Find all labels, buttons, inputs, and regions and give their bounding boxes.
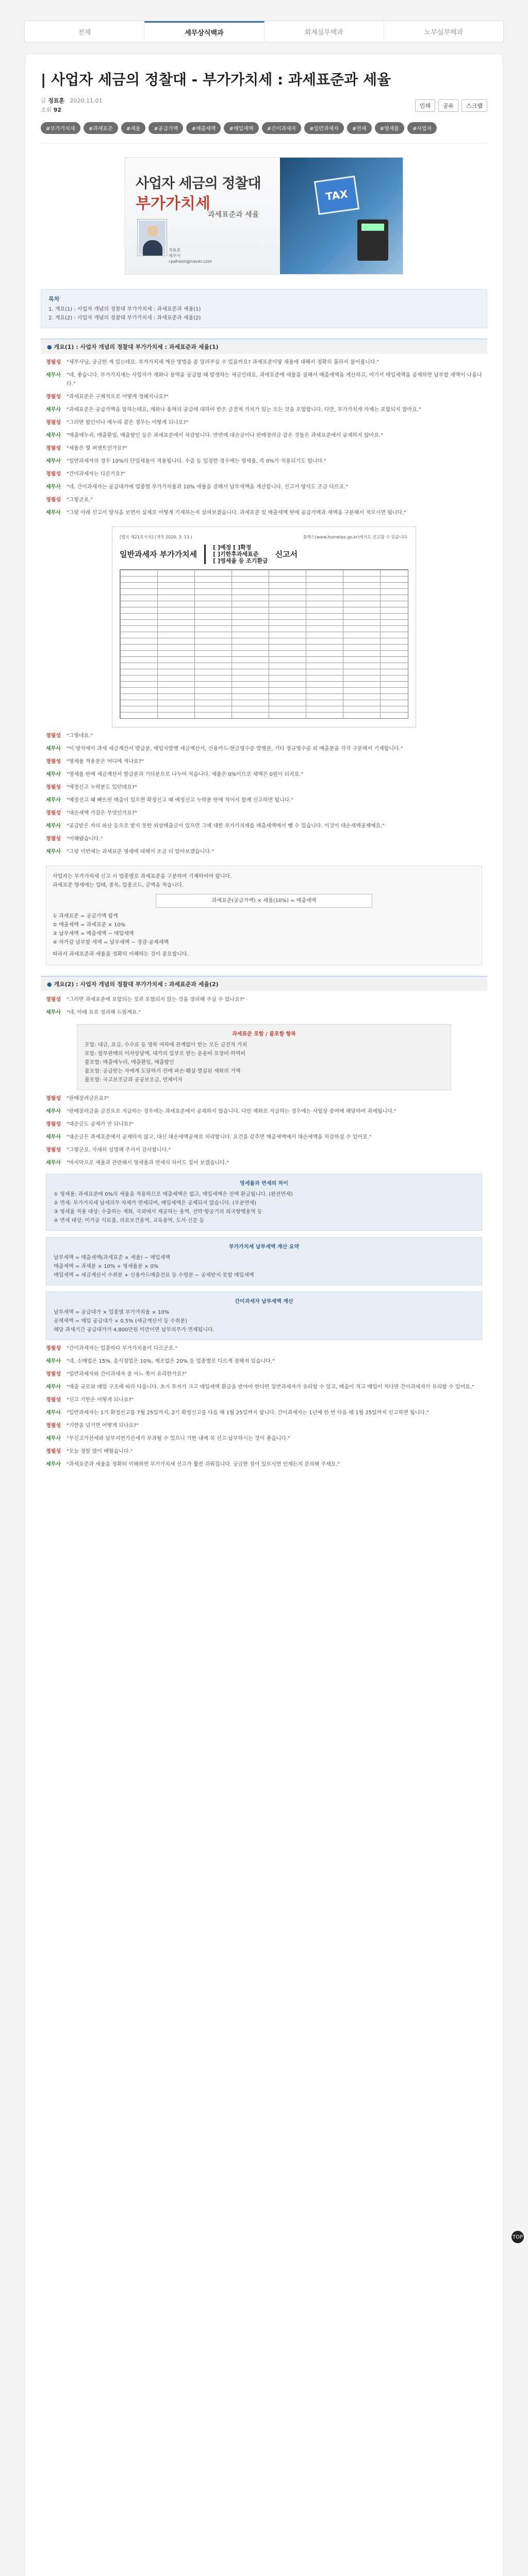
form-table bbox=[120, 569, 408, 719]
dialog-text: "네, 소매업은 15%, 음식점업은 10%, 제조업은 20% 등 업종별로 다르게 정해져 있습니다." bbox=[67, 1359, 275, 1364]
dialog-line bbox=[46, 1107, 482, 1116]
speaker-name: 세무사 bbox=[46, 746, 61, 752]
speaker-name: 세무사 bbox=[46, 1410, 61, 1416]
dialog-text: "그러면 과세표준에 포함되는 것과 포함되지 않는 것을 정리해 주실 수 있나요?" bbox=[67, 997, 245, 1003]
dialog-line bbox=[46, 809, 482, 818]
article-card bbox=[25, 54, 503, 2576]
speaker-name: 정필성 bbox=[46, 446, 61, 451]
dialog-line bbox=[46, 1396, 482, 1404]
speaker-name: 정필성 bbox=[46, 759, 61, 765]
dialog-text: "매출에누리, 매출환입, 매출할인 등은 과세표준에서 차감합니다. 반면에 대손금이나 판매장려금 같은 것들은 과세표준에서 공제하지 않아요." bbox=[67, 433, 383, 438]
speaker-name: 정필성 bbox=[46, 1397, 61, 1403]
dialog-text: "과세표준은 구체적으로 어떻게 정해지나요?" bbox=[67, 394, 169, 400]
dialog-line bbox=[46, 1008, 482, 1017]
dialog-text: "그럼 아래 신고서 양식을 보면서 실제로 어떻게 기재하는지 살펴보겠습니다. 과세표준 및 매출세액 란에 공급가액과 세액을 구분해서 적으시면 됩니다." bbox=[67, 510, 406, 516]
author-name: 정표훈 bbox=[48, 97, 65, 104]
hashtag[interactable]: #일반과세자 bbox=[304, 122, 344, 134]
speaker-name: 정필성 bbox=[46, 394, 61, 400]
dialog-text: "간이과세자는 다른가요?" bbox=[67, 471, 126, 477]
dialog-text: "그렇군요. 자세히 설명해 주셔서 감사합니다." bbox=[67, 1147, 171, 1153]
speaker-name: 정필성 bbox=[46, 497, 61, 503]
section-heading: ● 개요(1) : 사업자 개념의 정찰대 부가가치세 : 과세표준과 세율(1) bbox=[41, 338, 487, 354]
info-box-blue: 영세율과 면세의 차이 ① 영세율: 과세표준에 0%의 세율을 적용하므로 매출세액은 없고, 매입세액은 전액 환급됩니다. (완전면세) ② 면세: 부가가치세 납세의무 자체가 면제되며, 매입세액은 공제되지 않습니다. (부분면세) ③ 영세율 적용 대상: 수출하는 재화, 국외에서 제공하는 용역, 선박·항공기의 외국항행용역 등 ④ 면세 대상: 미가공 식료품, 의료보건용역, 교육용역, 도서·신문 등 bbox=[46, 1174, 482, 1231]
tax-icon: TAX bbox=[314, 176, 359, 215]
banner-subtitle: 과세표준과 세율 bbox=[208, 211, 259, 219]
dialog-line bbox=[46, 509, 482, 517]
speaker-name: 정필성 bbox=[46, 471, 61, 477]
hashtag[interactable]: #부가가치세 bbox=[41, 122, 80, 134]
speaker-name: 세무사 bbox=[46, 372, 61, 378]
dialog-text: "대손금은 과세표준에서 공제하지 않고, 대신 대손세액공제로 처리합니다. 요건을 갖추면 매출세액에서 대손세액을 차감하실 수 있어요." bbox=[67, 1134, 372, 1140]
dialog-text: "네. 간이과세자는 공급대가에 업종별 부가가치율과 10% 세율을 곱해서 납부세액을 계산합니다. 신고서 양식도 조금 다르죠." bbox=[67, 484, 348, 490]
dialog-line bbox=[46, 1447, 482, 1456]
dialog-text: "예정신고 누락분도 있던데요?" bbox=[67, 785, 137, 790]
note-box: 사업자는 부가가치세 신고 시 업종별로 과세표준을 구분하여 기재하여야 합니다. 과세표준 명세에는 업태, 종목, 업종코드, 금액을 적습니다. 과세표준(공급가액) × 세율(10%) = 매출세액 ① 과세표준 = 공급가액 합계 ② 매출세액 = 과세표준 × 10% ③ 납부세액 = 매출세액 − 매입세액 ④ 차가감 납부할 세액 = 납부세액 − 경감·공제세액 따라서 과세표준과 세율을 정확히 이해하는 것이 중요합니다. bbox=[46, 866, 482, 965]
speaker-name: 정필성 bbox=[46, 420, 61, 426]
section-heading: ● 개요(2) : 사업자 개념의 정찰대 부가가치세 : 과세표준과 세율(2) bbox=[41, 976, 487, 991]
dialog-text: "그러면 할인이나 에누리 같은 경우는 어떻게 되나요?" bbox=[67, 420, 189, 426]
dialog-line bbox=[46, 1409, 482, 1417]
dialog-block bbox=[41, 1344, 487, 1469]
speaker-name: 세무사 bbox=[46, 823, 61, 829]
hashtag[interactable]: #영세율 bbox=[375, 122, 404, 134]
category-tabs bbox=[24, 21, 504, 42]
info-box-blue: 부가가치세 납부세액 계산 요약 납부세액 = 매출세액(과세표준 × 세율) − 매입세액 매출세액 = 과세분 × 10% + 영세율분 × 0% 매입세액 = 세금계산서 수취분 + 신용카드매출전표 등 수령분 − 공제받지 못할 매입세액 bbox=[46, 1237, 482, 1285]
scroll-top-button[interactable]: TOP bbox=[512, 2231, 524, 2243]
dialog-text: "이해됐습니다." bbox=[67, 836, 103, 842]
dialog-text: "일반과세자는 1기 확정신고를 7월 25일까지, 2기 확정신고를 다음 해 1월 25일까지 합니다. 간이과세자는 1년에 한 번 다음 해 1월 25일까지 신고하면 됩니다." bbox=[67, 1410, 429, 1416]
hashtag[interactable]: #사업자 bbox=[407, 122, 437, 134]
hashtag[interactable]: #세율 bbox=[121, 122, 146, 134]
dialog-text: "과세표준과 세율을 정확히 이해하면 부가가치세 신고가 훨씬 쉬워집니다. 궁금한 점이 있으시면 언제든지 문의해 주세요." bbox=[67, 1462, 340, 1467]
formula-box: 과세표준(공급가액) × 세율(10%) = 매출세액 bbox=[156, 894, 372, 908]
speaker-name: 정필성 bbox=[46, 997, 61, 1003]
dialog-line bbox=[46, 444, 482, 453]
dialog-block bbox=[41, 995, 487, 1017]
dialog-line bbox=[46, 358, 482, 367]
dialog-text: "네, 좋습니다. 부가가치세는 사업자가 재화나 용역을 공급할 때 발생하는 세금인데요. 과세표준에 세율을 곱해서 매출세액을 계산하고, 여기서 매입세액을 공제하면 납부할 세액이 나옵니다." bbox=[67, 372, 482, 387]
speaker-name: 세무사 bbox=[46, 1359, 61, 1364]
dialog-text: "대손금도 공제가 안 되나요?" bbox=[67, 1122, 134, 1127]
form-note: [별지 제21호서식] (개정 2020. 3. 13.) bbox=[120, 535, 192, 539]
dialog-line bbox=[46, 405, 482, 414]
dialog-text: "네, 아래 표로 정리해 드릴게요." bbox=[67, 1010, 141, 1015]
dialog-line bbox=[46, 1146, 482, 1155]
dialog-block bbox=[41, 358, 487, 517]
dialog-line bbox=[46, 393, 482, 401]
dialog-text: "판매장려금을 금전으로 지급하는 경우에는 과세표준에서 공제하지 않습니다. 다만 재화로 지급하는 경우에는 사업상 증여에 해당하여 과세됩니다." bbox=[67, 1109, 397, 1114]
dialog-line bbox=[46, 995, 482, 1004]
dialog-text: "오늘 정말 많이 배웠습니다." bbox=[67, 1449, 133, 1454]
speaker-name: 세무사 bbox=[46, 849, 61, 855]
speaker-name: 세무사 bbox=[46, 510, 61, 516]
dialog-line bbox=[46, 1159, 482, 1167]
speaker-name: 세무사 bbox=[46, 1384, 61, 1390]
speaker-name: 세무사 bbox=[46, 1436, 61, 1442]
speaker-name: 세무사 bbox=[46, 484, 61, 490]
tax-form-image: [별지 제21호서식] (개정 2020. 3. 13.) 홈택스(www.hometax.go.kr)에서도 신고할 수 있습니다. 일반과세자 부가가치세 [ ]예정 [ ]확정 [ ]기한후과세표준 [ ]영세율 등 조기환급 신고서 bbox=[112, 527, 416, 727]
toc-item[interactable]: 1. 개요(1) : 사업자 개념의 정찰대 부가가치세 : 과세표준과 세율(1) bbox=[48, 307, 201, 312]
dialog-line bbox=[46, 1421, 482, 1430]
dialog-line bbox=[46, 496, 482, 504]
dialog-text: "매출 규모와 매입 구조에 따라 다릅니다. 초기 투자가 크고 매입세액 환급을 받아야 한다면 일반과세자가 유리할 수 있고, 매출이 적고 매입이 적다면 간이과세자가 유리할 수 있어요." bbox=[67, 1384, 474, 1390]
dialog-text: "그렇군요." bbox=[67, 497, 93, 503]
print-button[interactable]: 인쇄 bbox=[415, 99, 435, 112]
dialog-line bbox=[46, 1133, 482, 1142]
speaker-name: 세무사 bbox=[46, 772, 61, 777]
info-box-blue: 간이과세자 납부세액 계산 납부세액 = 공급대가 × 업종별 부가가치율 × 10% 공제세액 = 매입 공급대가 × 0.5% (세금계산서 등 수취분) 해당 과세기간 공급대가가 4,800만원 미만이면 납부의무가 면제됩니다. bbox=[46, 1292, 482, 1340]
dialog-line bbox=[46, 848, 482, 856]
table-of-contents bbox=[41, 289, 487, 328]
dialog-line bbox=[46, 1344, 482, 1353]
hashtag-list bbox=[41, 117, 487, 144]
dialog-text: "그렇네요." bbox=[67, 733, 93, 739]
dialog-text: "과세표준은 공급가액을 말하는데요, 재화나 용역의 공급에 대하여 받은 금전적 가치가 있는 모든 것을 포함합니다. 다만, 부가가치세 자체는 포함되지 않아요." bbox=[67, 407, 421, 413]
dialog-line bbox=[46, 732, 482, 740]
dialog-text: "공급받은 자의 파산 등으로 받지 못한 외상매출금이 있으면 그에 대한 부가가치세를 매출세액에서 뺄 수 있습니다. 이것이 대손세액공제예요." bbox=[67, 823, 385, 829]
speaker-name: 세무사 bbox=[46, 798, 61, 803]
speaker-name: 세무사 bbox=[46, 407, 61, 413]
speaker-name: 정필성 bbox=[46, 733, 61, 739]
author-photo bbox=[138, 219, 167, 256]
dialog-text: "그럼 이번에는 과세표준 명세에 대해서 조금 더 알아보겠습니다." bbox=[67, 849, 214, 855]
dialog-text: "기한을 넘기면 어떻게 되나요?" bbox=[67, 1423, 139, 1429]
speaker-name: 정필성 bbox=[46, 1371, 61, 1377]
dialog-text: "판매장려금은요?" bbox=[67, 1096, 109, 1101]
dialog-line bbox=[46, 757, 482, 766]
banner-supertitle: 사업자 세금의 정찰대 bbox=[136, 176, 261, 192]
speaker-name: 세무사 bbox=[46, 1109, 61, 1114]
dialog-line bbox=[46, 1370, 482, 1379]
dialog-line bbox=[46, 457, 482, 466]
dialog-line bbox=[46, 1094, 482, 1103]
dialog-text: "영세율 적용분은 어디에 적나요?" bbox=[67, 759, 144, 765]
calculator-icon bbox=[357, 219, 388, 261]
dialog-text: "대손세액 가감은 무엇인가요?" bbox=[67, 810, 137, 816]
speaker-name: 정필성 bbox=[46, 1096, 61, 1101]
article-banner bbox=[125, 157, 403, 275]
form-note: 홈택스(www.hometax.go.kr)에서도 신고할 수 있습니다. bbox=[303, 535, 408, 539]
speaker-name: 정필성 bbox=[46, 1449, 61, 1454]
hashtag[interactable]: #간이과세자 bbox=[262, 122, 302, 134]
dialog-line bbox=[46, 783, 482, 792]
dialog-line bbox=[46, 770, 482, 779]
speaker-name: 세무사 bbox=[46, 1010, 61, 1015]
dialog-text: "세율은 몇 퍼센트인가요?" bbox=[67, 446, 127, 451]
dialog-text: "신고 기한은 어떻게 되나요?" bbox=[67, 1397, 134, 1403]
dialog-text: "세무사님, 궁금한 게 있는데요. 부가가치세 계산 방법을 좀 알려주실 수 있을까요? 과세표준이랑 세율에 대해서 정확히 몰라서 물어봅니다." bbox=[67, 360, 380, 365]
dialog-text: "이 양식에서 과세 세금계산서 발급분, 매입자발행 세금계산서, 신용카드·현금영수증 발행분, 기타 정규영수증 외 매출분을 각각 구분해서 기재합니다." bbox=[67, 746, 403, 752]
dialog-line bbox=[46, 418, 482, 427]
dialog-line bbox=[46, 431, 482, 440]
dialog-line bbox=[46, 1460, 482, 1469]
form-title: 일반과세자 부가가치세 bbox=[120, 550, 197, 559]
banner-image bbox=[280, 158, 403, 275]
speaker-name: 정필성 bbox=[46, 810, 61, 816]
dialog-line bbox=[46, 371, 482, 388]
post-date: 2020.11.01 bbox=[70, 97, 103, 104]
dialog-text: "일반과세자의 경우 10%의 단일세율이 적용됩니다. 수출 등 일정한 경우에는 영세율, 즉 0%가 적용되기도 합니다." bbox=[67, 459, 326, 464]
dialog-text: "영세율 란에 세금계산서 발급분과 기타분으로 나누어 적습니다. 세율은 0%이므로 세액은 0원이 되지요." bbox=[67, 772, 304, 777]
speaker-name: 정필성 bbox=[46, 1423, 61, 1429]
speaker-name: 세무사 bbox=[46, 1134, 61, 1140]
tab-tax[interactable]: 세무상식백과 bbox=[144, 21, 264, 42]
dialog-text: "마지막으로 세율과 관련해서 영세율과 면세의 차이도 짚어 보겠습니다." bbox=[67, 1160, 229, 1166]
speaker-name: 정필성 bbox=[46, 1122, 61, 1127]
hashtag[interactable]: #면세 bbox=[347, 122, 372, 134]
speaker-name: 정필성 bbox=[46, 1147, 61, 1153]
dialog-line bbox=[46, 1434, 482, 1443]
scrap-button[interactable]: 스크랩 bbox=[461, 99, 487, 112]
view-count: 92 bbox=[53, 107, 62, 113]
speaker-name: 정필성 bbox=[46, 785, 61, 790]
hashtag[interactable]: #매입세액 bbox=[224, 122, 258, 134]
speaker-name: 세무사 bbox=[46, 1160, 61, 1166]
dialog-line bbox=[46, 744, 482, 753]
tab-all[interactable]: 전체 bbox=[25, 21, 144, 42]
banner-title: 부가가치세 bbox=[136, 195, 210, 213]
speaker-name: 정필성 bbox=[46, 360, 61, 365]
dialog-line bbox=[46, 470, 482, 479]
dialog-line bbox=[46, 1383, 482, 1392]
tab-labor[interactable]: 노무실무백과 bbox=[424, 28, 464, 37]
dialog-line bbox=[46, 1357, 482, 1366]
dialog-text: "일반과세자와 간이과세자 중 어느 쪽이 유리한가요?" bbox=[67, 1371, 187, 1377]
toc-heading: 목차 bbox=[48, 296, 60, 302]
page-title: | 사업자 세금의 정찰대 - 부가가치세 : 과세표준과 세율 bbox=[41, 71, 391, 88]
author-card: 정표훈 세무사 cpahoon@naver.com bbox=[169, 248, 212, 264]
speaker-name: 정필성 bbox=[46, 836, 61, 842]
speaker-name: 세무사 bbox=[46, 459, 61, 464]
dialog-line bbox=[46, 822, 482, 831]
dialog-text: "예정신고 때 빠뜨린 매출이 있으면 확정신고 때 예정신고 누락분 란에 적어서 함께 신고하면 됩니다." bbox=[67, 798, 294, 803]
hashtag[interactable]: #매출세액 bbox=[186, 122, 221, 134]
dialog-line bbox=[46, 796, 482, 805]
dialog-text: "무신고가산세와 납부지연가산세가 부과될 수 있으니 기한 내에 꼭 신고·납부하시는 것이 좋습니다." bbox=[67, 1436, 290, 1442]
dialog-line bbox=[46, 835, 482, 843]
dialog-text: "간이과세자는 업종마다 부가가치율이 다르군요." bbox=[67, 1346, 178, 1351]
toc-item[interactable]: 2. 개요(2) : 사업자 개념의 정찰대 부가가치세 : 과세표준과 세율(2) bbox=[48, 315, 201, 321]
tab-accounting[interactable]: 회계실무백과 bbox=[265, 21, 384, 42]
share-button[interactable]: 공유 bbox=[438, 99, 458, 112]
speaker-name: 세무사 bbox=[46, 433, 61, 438]
dialog-block bbox=[41, 1094, 487, 1167]
hashtag[interactable]: #과세표준 bbox=[84, 122, 118, 134]
dialog-block bbox=[41, 732, 487, 856]
speaker-name: 세무사 bbox=[46, 1462, 61, 1467]
dialog-line bbox=[46, 483, 482, 492]
article-meta: 글 정표훈 2020.11.01 조회 92 인쇄 공유 스크랩 bbox=[41, 96, 487, 117]
info-box: 과세표준 포함 / 불포함 항목 포함: 대금, 요금, 수수료 등 명목 여하에 관계없이 받는 모든 금전적 가치 포함: 할부판매의 이자상당액, 대가의 일부로 받는 운송비·포장비·하역비 불포함: 매출에누리, 매출환입, 매출할인 불포함: 공급받는 자에게 도달하기 전에 파손·훼실·멸실된 재화의 가액 불포함: 국고보조금과 공공보조금, 연체이자 bbox=[77, 1024, 451, 1090]
hashtag[interactable]: #공급가액 bbox=[148, 122, 183, 134]
dialog-line bbox=[46, 1120, 482, 1129]
speaker-name: 정필성 bbox=[46, 1346, 61, 1351]
